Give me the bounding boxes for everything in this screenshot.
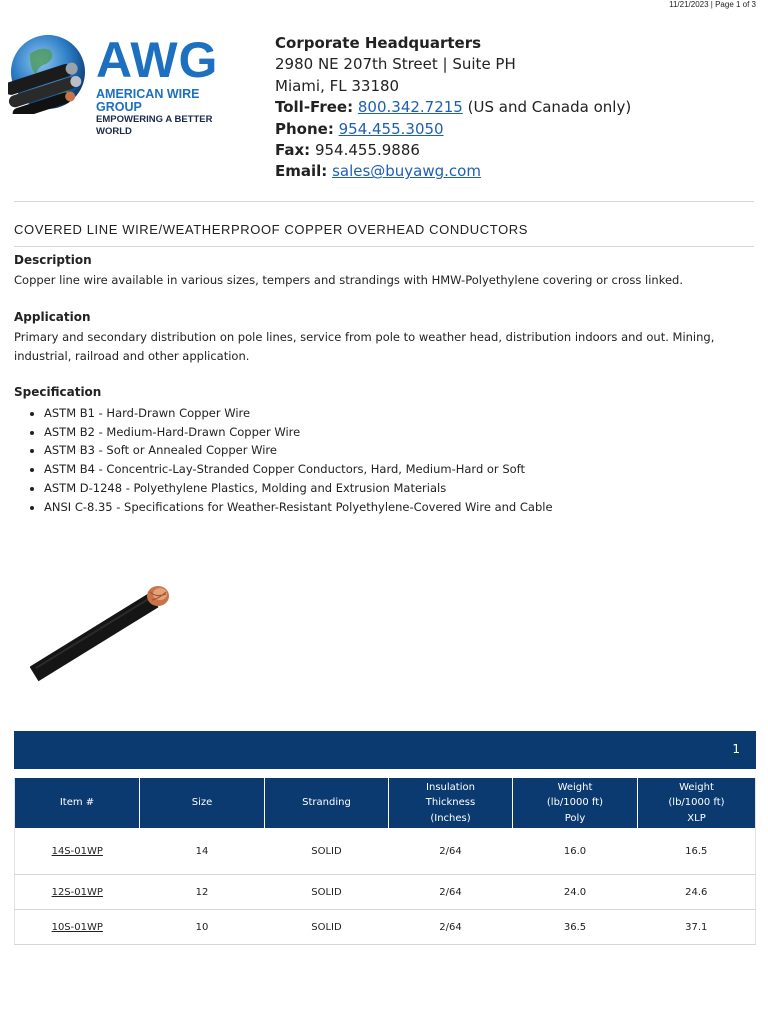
header-text: Item # [59,797,95,809]
tollfree-note: (US and Canada only) [467,98,632,117]
cable-globe-logo-icon [8,32,104,114]
item-link[interactable]: 12S-01WP [51,886,103,898]
item-link[interactable]: 10S-01WP [51,921,103,933]
email-row [275,161,631,182]
col-weight-xlp [638,778,756,828]
header-text: Stranding [302,797,351,809]
spec-item: • ASTM B3 - Soft or Annealed Copper Wire [44,441,553,460]
col-item [15,778,140,828]
spec-item: • ASTM B1 - Hard-Drawn Copper Wire [44,404,553,423]
address-line-1: 2980 NE 207th Street | Suite PH [275,55,516,74]
fax-row [275,140,631,161]
page-title: COVERED LINE WIRE/WEATHERPROOF COPPER OVERHEAD CONDUCTORS [14,222,529,237]
fax-value: 954.455.9886 [314,141,420,160]
fax-label: Fax: [275,141,311,160]
logo-tagline: EMPOWERING A BETTER WORLD [96,114,213,137]
product-image [30,580,180,689]
phone-link[interactable]: 954.455.3050 [338,119,444,138]
header-text: Thickness [425,797,476,809]
cell-stranding: SOLID [265,828,389,875]
description-heading: Description [14,253,92,267]
col-size [140,778,265,828]
header-text: Insulation [426,781,475,793]
header-text: Size [191,797,213,809]
cell-item [15,875,140,910]
contact-heading: Corporate Headquarters [275,34,482,52]
phone-row [275,119,631,140]
address-line-2: Miami, FL 33180 [275,76,400,95]
cell-item [15,828,140,875]
cell-insulation: 2/64 [389,910,513,945]
header-text: (lb/1000 ft) [546,797,604,809]
col-stranding [265,778,389,828]
item-link[interactable]: 14S-01WP [51,845,103,857]
spec-item: • ASTM D-1248 - Polyethylene Plastics, Molding and Extrusion Materials [44,479,553,498]
header-text: Weight [557,781,593,793]
awg-logo [8,32,244,137]
cell-size: 14 [140,828,265,875]
application-text: Primary and secondary distribution on pole lines, service from pole to weather head, distribution indoors and out. Mining, industrial, railroad and other application. [14,330,715,363]
page-info: 11/21/2023 | Page 1 of 3 [669,0,756,9]
tollfree-link[interactable]: 800.342.7215 [357,98,463,117]
cell-weight-xlp: 16.5 [638,828,756,875]
covered-wire-icon [30,580,180,685]
cell-item [15,910,140,945]
specification-list [28,404,553,516]
spec-item: • ASTM B4 - Concentric-Lay-Stranded Copper Conductors, Hard, Medium-Hard or Soft [44,460,553,479]
divider-top [14,201,754,202]
tollfree-label: Toll-Free: [275,98,354,117]
table-band [14,731,756,769]
cell-size: 12 [140,875,265,910]
band-number: 1 [732,742,740,756]
logo-company-name: AMERICAN WIRE GROUP [96,87,200,114]
header-text: Poly [564,812,586,824]
logo-letters: AWG [96,32,219,88]
spec-item: • ANSI C-8.35 - Specifications for Weather-Resistant Polyethylene-Covered Wire and Cable [44,498,553,517]
phone-label: Phone: [275,119,334,138]
table-row [15,910,756,945]
table-row [15,828,756,875]
cell-weight-poly: 16.0 [513,828,638,875]
application-heading: Application [14,310,91,324]
cell-insulation: 2/64 [389,828,513,875]
cell-size: 10 [140,910,265,945]
cell-weight-poly: 24.0 [513,875,638,910]
cell-weight-xlp: 37.1 [638,910,756,945]
divider-title [14,246,754,247]
spec-item: • ASTM B2 - Medium-Hard-Drawn Copper Wire [44,423,553,442]
cell-weight-poly: 36.5 [513,910,638,945]
product-table [14,778,756,945]
table-row [15,875,756,910]
header-text: (lb/1000 ft) [668,797,725,809]
header-text: Weight [679,781,714,793]
header-text: XLP [687,812,706,824]
email-label: Email: [275,162,328,181]
email-link[interactable]: sales@buyawg.com [332,162,481,181]
cell-stranding: SOLID [265,875,389,910]
cell-stranding: SOLID [265,910,389,945]
col-weight-poly [513,778,638,828]
header-text: (Inches) [430,812,471,824]
tollfree-row [275,97,631,118]
description-text: Copper line wire available in various sizes, tempers and strandings with HMW-Polyethylene covering or cross linked. [14,273,683,287]
col-insulation [389,778,513,828]
specification-heading: Specification [14,385,102,399]
contact-block [275,33,631,183]
cell-weight-xlp: 24.6 [638,875,756,910]
cell-insulation: 2/64 [389,875,513,910]
